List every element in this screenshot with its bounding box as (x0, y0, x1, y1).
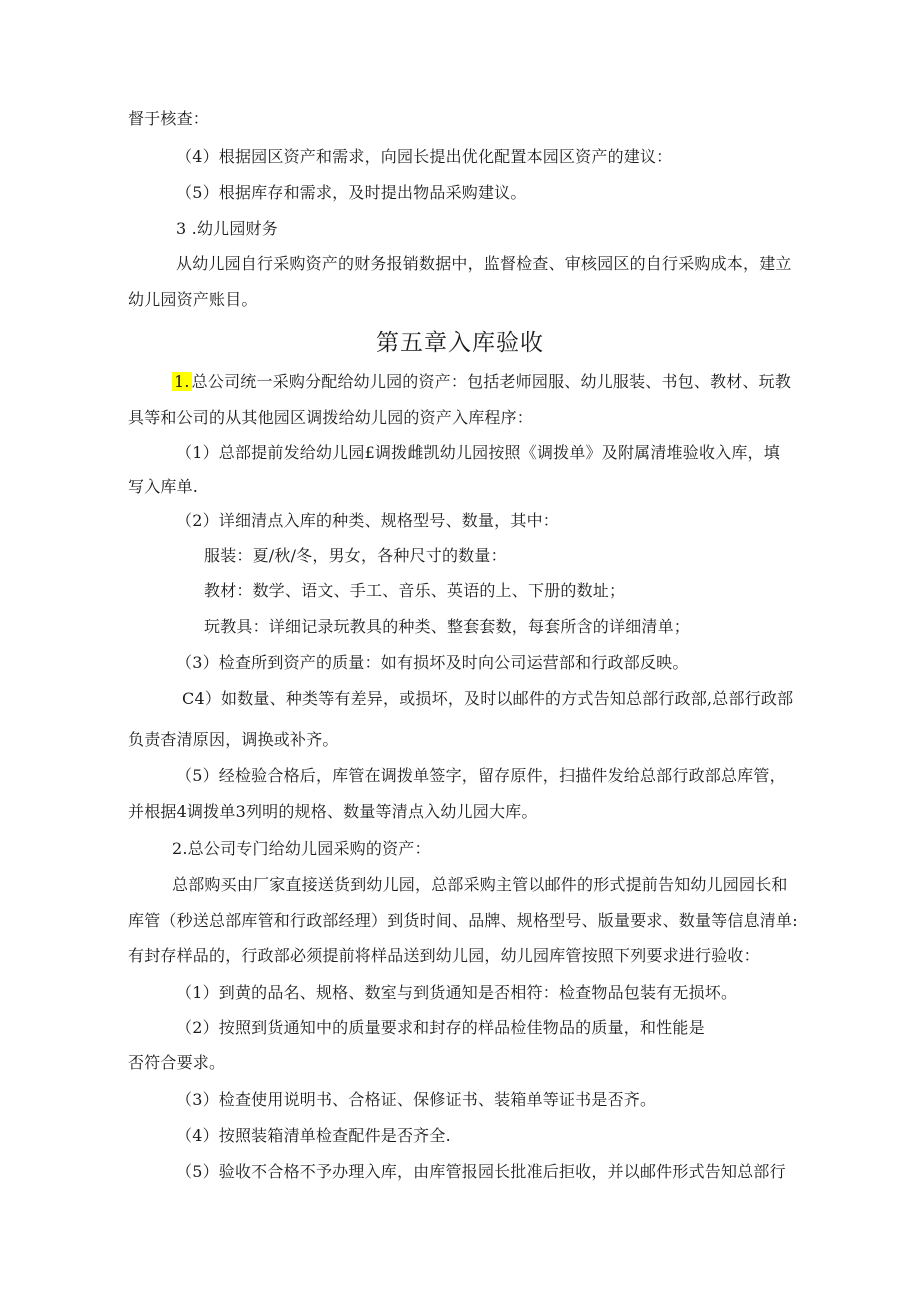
section-heading-finance: 3 .幼儿园财务 (176, 219, 278, 238)
list-item-4: （4）按照装箱清单检查配件是否齐全. (176, 1126, 451, 1145)
sub-item-clothes: 服装：夏/秋/冬，男女，各种尺寸的数量： (204, 546, 507, 565)
list-item-5: （5）经检验合格后，库管在调拨单签字，留存原件，扫描件发给总部行政部总库管， (176, 766, 786, 785)
list-item-5: （5）验收不合格不予办理入库，由库管报园长批准后拒收，并以邮件形式告知总部行 (176, 1162, 786, 1181)
list-item-3: （3）检查使用说明书、合格证、保修证书、装箱单等证书是否齐。 (176, 1090, 657, 1109)
list-item-1: （1）总部提前发给幼儿园£调拨雌凯幼儿园按照《调拨单》及附属清堆验收入库，填 (176, 443, 780, 462)
list-item-2: （2）按照到货通知中的质量要求和封存的样品检佳物品的质量，和性能是 (176, 1018, 705, 1037)
sub-item-books: 教材：数学、语文、手工、音乐、英语的上、下册的数址； (204, 581, 626, 600)
list-item-5: （5）根据库存和需求，及时提出物品采购建议。 (176, 183, 527, 202)
paragraph-line: 督于核查： (128, 109, 210, 128)
paragraph-line: 具等和公司的从其他园区调拨给幼儿园的资产入库程序： (128, 408, 534, 427)
section-1-first-line (172, 371, 791, 393)
list-item-4: C4）如数量、种类等有差异，或损坏，及时以邮件的方式告知总部行政部,总部行政部 (182, 689, 794, 708)
paragraph-line: 否符合要求。 (128, 1053, 226, 1072)
paragraph-line: 库管（秒送总部库管和行政部经理）到货时间、品牌、规格型号、版量要求、数量等信息清单: (128, 911, 798, 930)
list-item-4: （4）根据园区资产和需求，向园长提出优化配置本园区资产的建议： (176, 147, 673, 166)
list-item-3: （3）检查所到资产的质量：如有损坏及时向公司运营部和行政部反映。 (176, 653, 689, 672)
paragraph-line: 幼儿园资产账目。 (128, 290, 258, 309)
highlighted-number: 1. (174, 372, 190, 391)
paragraph-line: 有封存样品的，行政部必须提前将样品送到幼儿园，幼儿园库管按照下列要求进行验收： (128, 946, 760, 965)
section-heading-2: 2.总公司专门给幼儿园采购的资产： (172, 839, 431, 858)
paragraph-line: 写入库单. (128, 477, 199, 496)
section-1-text: 总公司统一采购分配给幼儿园的资产：包括老师园服、幼儿服装、书包、教材、玩教 (191, 372, 792, 391)
list-item-1: （1）到黄的品名、规格、数室与到货通知是否相符：检查物品包装有无损坏。 (176, 983, 738, 1002)
sub-item-toys: 玩教具：详细记录玩教具的种类、整套套数，每套所含的详细清单； (204, 617, 691, 636)
chapter-title: 第五章入库验收 (376, 330, 544, 356)
paragraph-line: 负责杳清原因，调换或补齐。 (128, 730, 339, 749)
paragraph-line: 从幼儿园自行采购资产的财务报销数据中，监督检查、审核园区的自行采购成本，建立 (176, 254, 792, 273)
list-item-2: （2）详细清点入库的种类、规格型号、数量，其中： (176, 511, 559, 530)
paragraph-line: 总部购买由厂家直接送货到幼儿园，总部采购主管以邮件的形式提前告知幼儿园园长和 (172, 875, 788, 894)
paragraph-line: 并根据4调拨单3列明的规格、数量等清点入幼儿园大库。 (128, 802, 538, 821)
